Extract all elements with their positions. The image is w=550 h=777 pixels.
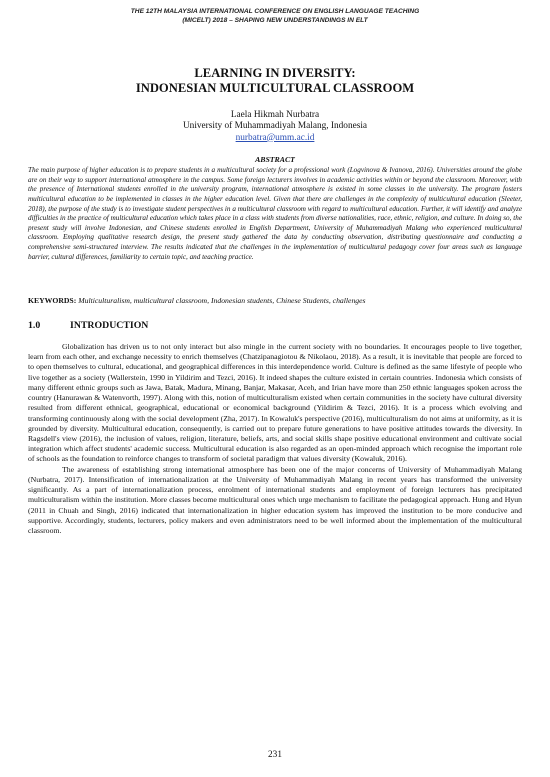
running-header-line-2: (MICELT) 2018 – SHAPING NEW UNDERSTANDINGS IN ELT bbox=[182, 16, 368, 24]
section-title: INTRODUCTION bbox=[70, 320, 149, 331]
body-text bbox=[28, 342, 522, 536]
body-paragraph-1: Globalization has driven us to not only interact but also mingle in the current society with no boundaries. It encourages people to live together, learn from each other, and exchange necessity to enrich themselves (Chatzipanagiotou & Nikolaou, 2018). As a result, it is inevitable that people are forced to to open themselves to cultural, educational, and geographical differences in this interdependence world. Culture is defined as the same lifestyle of people who live together as a society (Wallerstein, 1990 in Yildirim and Tezci, 2016). It indeed shapes the culture existed in certain countries. Indonesia which consists of many different ethnic groups such as Jawa, Batak, Madura, Minang, Banjar, Makasar, Aceh, and Irian have more than 250 ethnic languages spoken across the country (Hanurawan & Watenvorth, 1997). Along with this, notion of multiculturalism existed when certain communities in the society have cultural diversity resulted from different ethnical, geographical, educational or economical background (Yildirim & Tezci, 2016). It is a process which evolving and transforming continuously along with the social development (Zha, 2017). In Kowaluk's perspective (2016), multiculturalism do not aims at uniformity, as it is grounded by diversity. Multicultural education, consequently, is carried out to prepare future generations to have positive attitudes towards the diversity. In Ragsdell's view (2016), the inclusion of values, religion, literature, beliefs, arts, and social skills shape positive educational environment and cultivate social integration which affect students' academic success. Multicultural education is also regarded as an open-minded approach which recognise the important role of schools as the foundation to reinforce changes to transform of societal paradigm that values diversity (Kowaluk, 2016). bbox=[28, 342, 522, 464]
keywords-line: KEYWORDS: Multiculturalism, multicultural classroom, Indonesian students, Chinese Students, challenges bbox=[28, 296, 366, 305]
author-affiliation: University of Muhammadiyah Malang, Indonesia bbox=[182, 121, 368, 132]
section-heading bbox=[28, 320, 328, 331]
abstract-heading: ABSTRACT bbox=[255, 155, 295, 164]
paper-title bbox=[40, 66, 510, 95]
running-header-line-1: THE 12TH MALAYSIA INTERNATIONAL CONFERENCE ON ENGLISH LANGUAGE TEACHING bbox=[130, 8, 420, 15]
title-line-2: INDONESIAN MULTICULTURAL CLASSROOM bbox=[135, 80, 415, 95]
section-number: 1.0 bbox=[28, 320, 41, 331]
body-paragraph-2: The awareness of establishing strong international atmosphere has been one of the major concerns of University of Muhammadiyah Malang (Nurbatra, 2017). Intensification of internationalization at the University of Muhammadiyah Malang in recent years has transformed the university significantly. As a part of internationalization process, enrolment of international students and employment of foreign lecturers has precipitated multiculturalism within the institution. More classes become multicultural ones which urge mechanism to facilitate the pedagogical approach. Hung and Hyun (2011 in Chuah and Singh, 2016) indicated that internationalization in higher education system has improved the institution to be more conducive and supportive. Accordingly, students, lecturers, policy makers and even administrators need to be well informed about the implementation of the multicultural classroom. bbox=[28, 464, 522, 535]
keywords-label: KEYWORDS bbox=[28, 296, 74, 305]
abstract-text: The main purpose of higher education is to prepare students in a multicultural society for a professional work (Logvinova & Ivanova, 2016). Universities around the globe are on their way to support international atmosphere in the campus. Some foreign lecturers involves in academic activities within or beyond the classroom. Moreover, with the presence of International students enrolled in the university program, international atmosphere is existed in some classes in the university. The program fosters multicultural education to be implemented in classes in the higher education level. Given that there are challenges in the complexity of multicultural education (Sleeter, 2018), the purpose of the study is to investigate student perspectives in a multicultural classroom with regard to multicultural education. Further, it will identify and analyze difficulties in the practice of multicultural education which takes place in a class with students from diverse nationalities, race, ethnic, religion, and culture. In doing so, the present study will involve Indonesian, and Chinese students enrolled in English Department, University of Muhammadiyah Malang who experienced multicultural classroom. Employing qualitative research design, the present study gathered the data by conducting observation, distributing questionnaire and conducting a comprehensive semi-structured interview. The results indicated that the challenges in the implementation of multicultural pedagogy cover four areas such as language barrier, cultural differences, familiarity to certain topic, and teaching practice. bbox=[28, 166, 522, 261]
keywords-text: Multiculturalism, multicultural classroom, Indonesian students, Chinese Students, challenges bbox=[78, 296, 366, 305]
title-line-1: LEARNING IN DIVERSITY: bbox=[194, 66, 356, 80]
author-email-link[interactable]: nurbatra@umm.ac.id bbox=[235, 132, 315, 143]
author-name: Laela Hikmah Nurbatra bbox=[230, 110, 320, 120]
author-block bbox=[40, 110, 510, 144]
running-header bbox=[60, 8, 490, 25]
page-number: 231 bbox=[268, 750, 282, 760]
